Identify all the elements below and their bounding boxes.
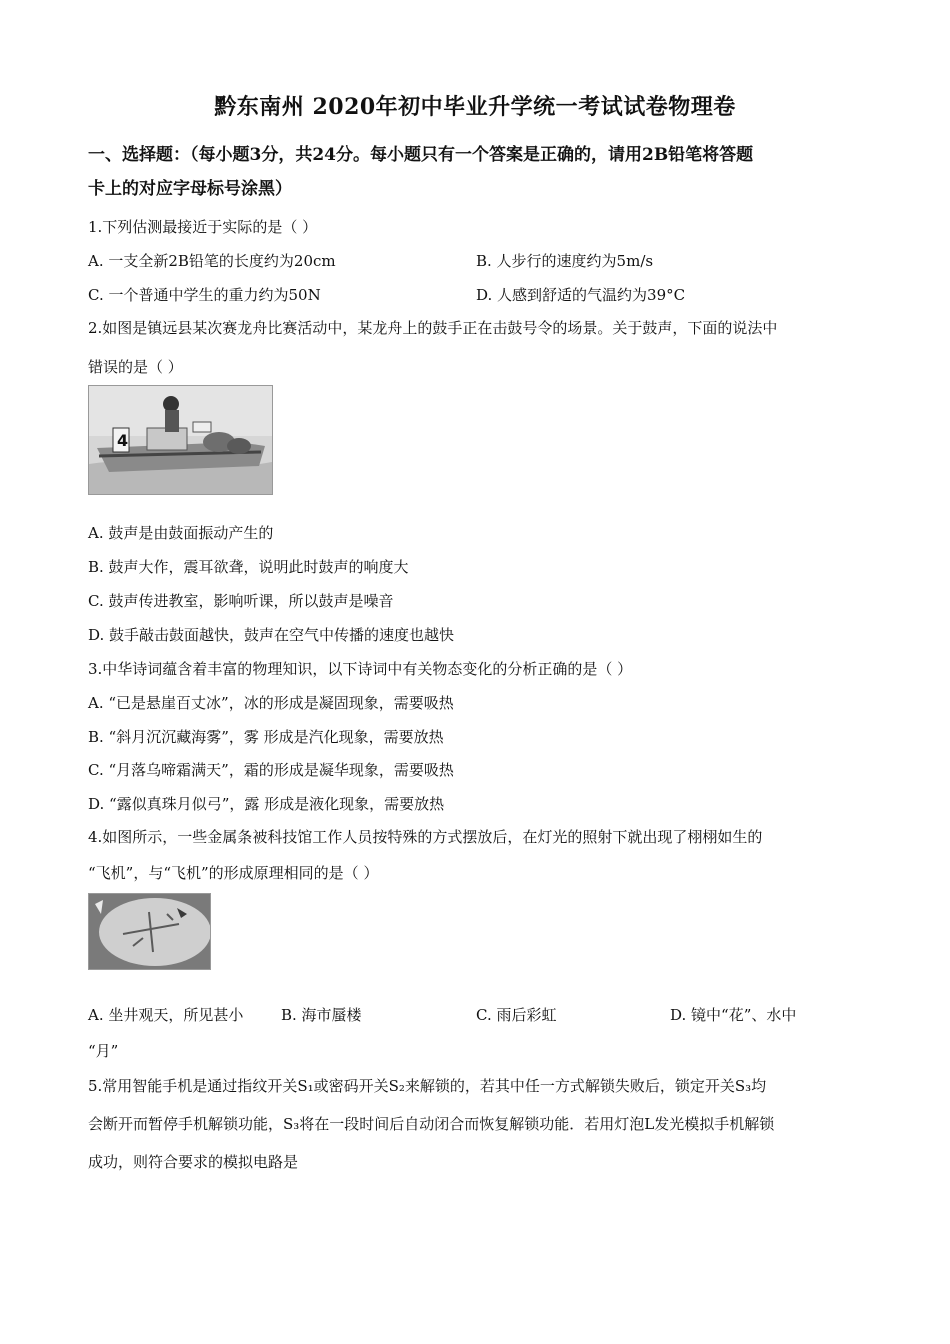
question-1-option-a: A. 一支全新2B铅笔的长度约为20cm xyxy=(88,252,336,270)
question-1-option-d: D. 人感到舒适的气温约为39°C xyxy=(476,286,686,304)
question-2-option-c: C. 鼓声传进教室，影响听课，所以鼓声是噪音 xyxy=(88,592,394,610)
question-4-option-b: B. 海市蜃楼 xyxy=(281,1006,362,1024)
question-5-line2: 会断开而暂停手机解锁功能，S₃将在一段时间后自动闭合而恢复解锁功能．若用灯泡L发光模拟手机解锁 xyxy=(88,1115,775,1133)
question-2-option-b: B. 鼓声大作，震耳欲聋，说明此时鼓声的响度大 xyxy=(88,558,409,576)
airplane-shadow-illustration xyxy=(89,894,210,969)
question-4-option-c: C. 雨后彩虹 xyxy=(476,1006,557,1024)
question-4-option-a: A. 坐井观天，所见甚小 xyxy=(88,1006,244,1024)
question-5-line3: 成功，则符合要求的模拟电路是 xyxy=(88,1153,299,1171)
boat-number: 4 xyxy=(117,431,129,450)
question-4-stem-line1: 4.如图所示，一些金属条被科技馆工作人员按特殊的方式摆放后，在灯光的照射下就出现了栩栩如生的 xyxy=(88,828,763,846)
page-title: 黔东南州 2020年初中毕业升学统一考试试卷物理卷 xyxy=(214,94,736,120)
question-4-option-d: D. 镜中“花”、水中 xyxy=(670,1006,797,1024)
section-heading-line1: 一、选择题：（每小题3分，共24分。每小题只有一个答案是正确的，请用2B铅笔将答题 xyxy=(88,145,754,165)
question-3-option-c: C. “月落乌啼霜满天”，霜的形成是凝华现象，需要吸热 xyxy=(88,761,454,779)
metal-airplane-photo xyxy=(88,893,211,970)
dragon-boat-photo xyxy=(88,385,273,495)
question-2-option-d: D. 鼓手敲击鼓面越快，鼓声在空气中传播的速度也越快 xyxy=(88,626,455,644)
question-4-option-d-continued: “月” xyxy=(88,1042,119,1060)
question-1-stem: 1.下列估测最接近于实际的是（ ） xyxy=(88,218,318,236)
question-5-line1: 5.常用智能手机是通过指纹开关S₁或密码开关S₂来解锁的，若其中任一方式解锁失败后，锁定开关S₃均 xyxy=(88,1077,767,1095)
dragon-boat-illustration xyxy=(89,386,272,494)
question-1-option-c: C. 一个普通中学生的重力约为50N xyxy=(88,286,321,304)
question-1-option-b: B. 人步行的速度约为5m/s xyxy=(476,252,654,270)
question-3-option-d: D. “露似真珠月似弓”，露 形成是液化现象，需要放热 xyxy=(88,795,445,813)
question-4-stem-line2: “飞机”，与“飞机”的形成原理相同的是（ ） xyxy=(88,864,379,882)
question-3-option-b: B. “斜月沉沉藏海雾”，雾 形成是汽化现象，需要放热 xyxy=(88,728,444,746)
question-2-stem-line2: 错误的是（ ） xyxy=(88,358,183,376)
question-3-stem: 3.中华诗词蕴含着丰富的物理知识，以下诗词中有关物态变化的分析正确的是（ ） xyxy=(88,660,633,678)
question-2-option-a: A. 鼓声是由鼓面振动产生的 xyxy=(88,524,274,542)
section-heading-line2: 卡上的对应字母标号涂黑） xyxy=(88,179,292,199)
question-2-stem-line1: 2.如图是镇远县某次赛龙舟比赛活动中，某龙舟上的鼓手正在击鼓号令的场景。关于鼓声，下面的说法中 xyxy=(88,319,778,337)
question-3-option-a: A. “已是悬崖百丈冰”，冰的形成是凝固现象，需要吸热 xyxy=(88,694,454,712)
